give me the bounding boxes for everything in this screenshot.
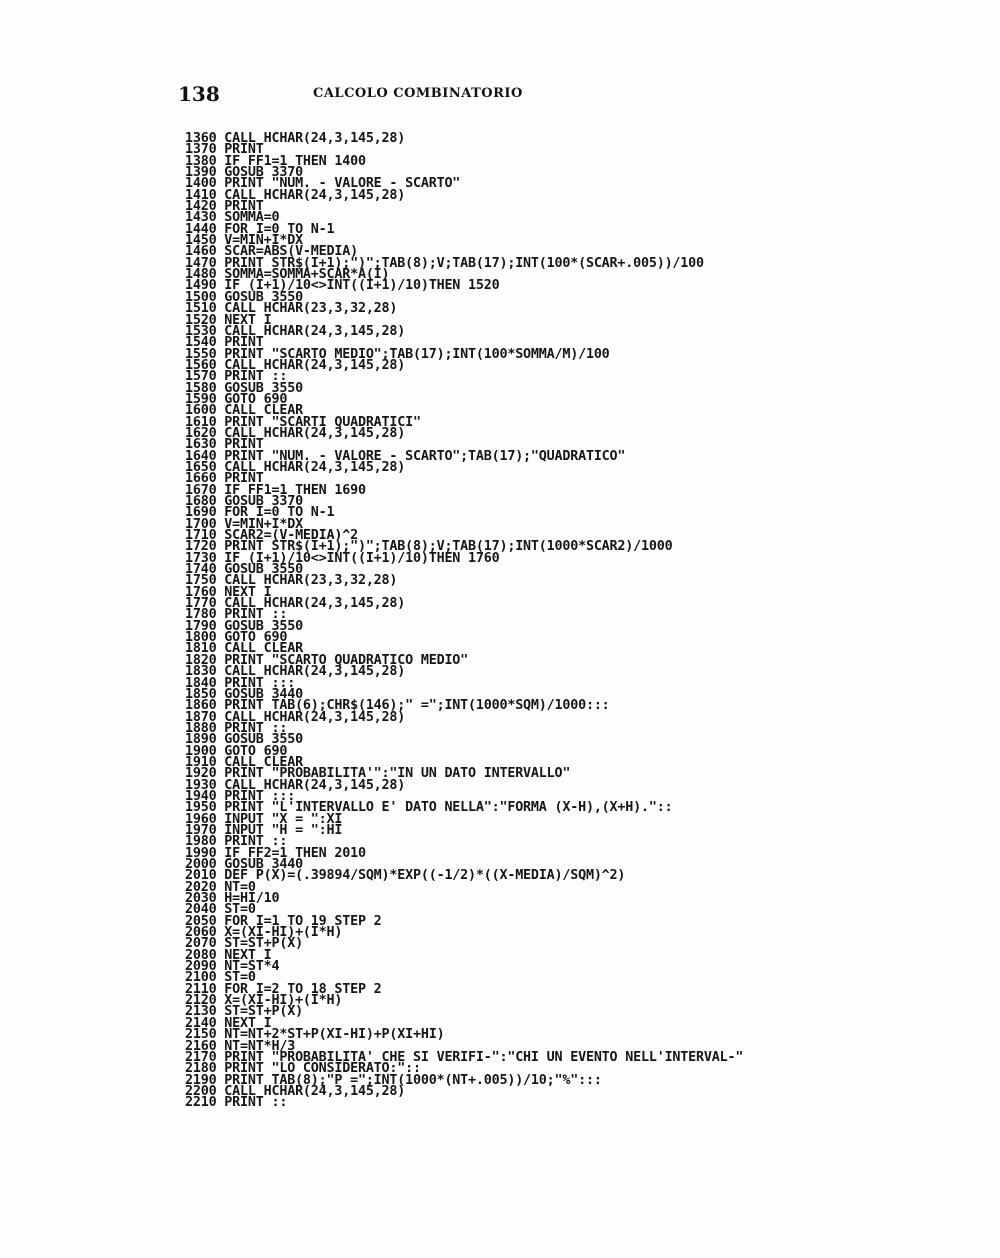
code-line: 1870 CALL HCHAR(24,3,145,28) (185, 709, 406, 725)
code-line: 1980 PRINT :: (185, 834, 288, 850)
code-line: 1490 IF (I+1)/10<>INT((I+1)/10)THEN 1520 (185, 278, 500, 294)
code-line: 1940 PRINT ::: (185, 788, 296, 804)
code-line: 2120 X=(XI-HI)+(I*H) (185, 993, 343, 1009)
code-line: 1920 PRINT "PROBABILITA'":"IN UN DATO INTERVALLO" (185, 766, 571, 782)
code-line: 1570 PRINT :: (185, 369, 288, 385)
code-line: 2110 FOR I=2 TO 18 STEP 2 (185, 981, 382, 997)
code-line: 1810 CALL CLEAR (185, 641, 303, 657)
code-line: 2100 ST=0 (185, 970, 256, 986)
code-line: 2140 NEXT I (185, 1015, 272, 1031)
code-line: 2020 NT=0 (185, 879, 256, 895)
code-line: 1960 INPUT "X = ":XI (185, 811, 343, 827)
page-header (178, 82, 778, 106)
code-line: 1400 PRINT "NUM. - VALORE - SCARTO" (185, 176, 461, 192)
code-line: 1470 PRINT STR$(I+1);")";TAB(8);V;TAB(17);INT(100*(SCAR+.005))/100 (185, 255, 704, 271)
code-line: 2030 H=HI/10 (185, 891, 280, 907)
code-line: 2210 PRINT :: (185, 1095, 288, 1111)
code-line: 1600 CALL CLEAR (185, 403, 303, 419)
code-line: 2170 PRINT "PROBABILITA' CHE SI VERIFI-":"CHI UN EVENTO NELL'INTERVAL-" (185, 1049, 744, 1065)
code-line: 1700 V=MIN+I*DX (185, 516, 303, 532)
code-line: 1510 CALL HCHAR(23,3,32,28) (185, 301, 398, 317)
code-line: 2070 ST=ST+P(X) (185, 936, 303, 952)
code-line: 1800 GOTO 690 (185, 630, 288, 646)
code-line: 1970 INPUT "H = ":HI (185, 822, 343, 838)
code-line: 2190 PRINT TAB(8);"P =";INT(1000*(NT+.005))/10;"%"::: (185, 1072, 602, 1088)
code-line: 1830 CALL HCHAR(24,3,145,28) (185, 664, 406, 680)
code-line: 1580 GOSUB 3550 (185, 380, 303, 396)
code-line: 1450 V=MIN+I*DX (185, 233, 303, 249)
code-line: 1880 PRINT :: (185, 720, 288, 736)
code-line: 1440 FOR I=0 TO N-1 (185, 221, 335, 237)
code-line: 1840 PRINT ::: (185, 675, 296, 691)
code-line: 1850 GOSUB 3440 (185, 686, 303, 702)
code-line: 1500 GOSUB 3550 (185, 289, 303, 305)
code-line: 1930 CALL HCHAR(24,3,145,28) (185, 777, 406, 793)
code-line: 1540 PRINT (185, 335, 264, 351)
code-line: 1670 IF FF1=1 THEN 1690 (185, 482, 366, 498)
page-number: 138 (178, 82, 220, 106)
code-line: 1480 SOMMA=SOMMA+SCAR*A(I) (185, 267, 390, 283)
code-line: 1610 PRINT "SCARTI QUADRATICI" (185, 414, 421, 430)
code-line: 1950 PRINT "L'INTERVALLO E' DATO NELLA":"FORMA (X-H),(X+H).":: (185, 800, 673, 816)
code-line: 1410 CALL HCHAR(24,3,145,28) (185, 187, 406, 203)
code-line: 1820 PRINT "SCARTO QUADRATICO MEDIO" (185, 652, 469, 668)
code-line: 2060 X=(XI-HI)+(I*H) (185, 925, 343, 941)
code-line: 1530 CALL HCHAR(24,3,145,28) (185, 323, 406, 339)
code-line: 2090 NT=ST*4 (185, 959, 280, 975)
code-line: 1860 PRINT TAB(6);CHR$(146);" =";INT(1000*SQM)/1000::: (185, 698, 610, 714)
code-line: 1900 GOTO 690 (185, 743, 288, 759)
code-line: 1740 GOSUB 3550 (185, 562, 303, 578)
code-line: 1460 SCAR=ABS(V-MEDIA) (185, 244, 358, 260)
basic-program-listing (185, 133, 885, 1109)
code-line: 1780 PRINT :: (185, 607, 288, 623)
code-line: 2050 FOR I=1 TO 19 STEP 2 (185, 913, 382, 929)
code-line: 2080 NEXT I (185, 947, 272, 963)
code-line: 1360 CALL HCHAR(24,3,145,28) (185, 131, 406, 146)
code-line: 1520 NEXT I (185, 312, 272, 328)
code-line: 1720 PRINT STR$(I+1);")";TAB(8);V;TAB(17);INT(1000*SCAR2)/1000 (185, 539, 673, 555)
code-line: 2130 ST=ST+P(X) (185, 1004, 303, 1020)
code-line: 1730 IF (I+1)/10<>INT((I+1)/10)THEN 1760 (185, 550, 500, 566)
code-line: 2000 GOSUB 3440 (185, 857, 303, 872)
code-line: 1760 NEXT I (185, 584, 272, 600)
code-line: 1560 CALL HCHAR(24,3,145,28) (185, 357, 406, 373)
code-line: 2180 PRINT "LO CONSIDERATO:":: (185, 1061, 421, 1077)
code-line: 1910 CALL CLEAR (185, 754, 303, 770)
code-line: 2150 NT=NT+2*ST+P(XI-HI)+P(XI+HI) (185, 1027, 445, 1043)
code-line: 1630 PRINT (185, 437, 264, 453)
code-line: 1380 IF FF1=1 THEN 1400 (185, 153, 366, 169)
code-line: 1650 CALL HCHAR(24,3,145,28) (185, 459, 406, 475)
code-line: 1430 SOMMA=0 (185, 210, 280, 226)
code-line: 1640 PRINT "NUM. - VALORE - SCARTO";TAB(17);"QUADRATICO" (185, 448, 626, 464)
code-line: 2200 CALL HCHAR(24,3,145,28) (185, 1083, 406, 1099)
code-line: 1770 CALL HCHAR(24,3,145,28) (185, 596, 406, 612)
code-line: 1590 GOTO 690 (185, 391, 288, 407)
code-line: 2040 ST=0 (185, 902, 256, 918)
code-line: 1620 CALL HCHAR(24,3,145,28) (185, 425, 406, 441)
running-title: CALCOLO COMBINATORIO (313, 86, 523, 101)
code-line: 1690 FOR I=0 TO N-1 (185, 505, 335, 521)
code-line: 1550 PRINT "SCARTO MEDIO";TAB(17);INT(100*SOMMA/M)/100 (185, 346, 610, 362)
code-line: 1370 PRINT (185, 142, 264, 158)
code-line: 1660 PRINT (185, 471, 264, 487)
code-line: 1790 GOSUB 3550 (185, 618, 303, 634)
code-line: 1990 IF FF2=1 THEN 2010 (185, 845, 366, 861)
code-line: 1420 PRINT (185, 199, 264, 215)
code-line: 1750 CALL HCHAR(23,3,32,28) (185, 573, 398, 589)
code-line: 2010 DEF P(X)=(.39894/SQM)*EXP((-1/2)*((X-MEDIA)/SQM)^2) (185, 868, 626, 884)
code-line: 1680 GOSUB 3370 (185, 494, 303, 509)
code-line: 2160 NT=NT*H/3 (185, 1038, 296, 1054)
code-line: 1710 SCAR2=(V-MEDIA)^2 (185, 528, 358, 544)
code-line: 1390 GOSUB 3370 (185, 165, 303, 181)
code-line: 1890 GOSUB 3550 (185, 732, 303, 748)
